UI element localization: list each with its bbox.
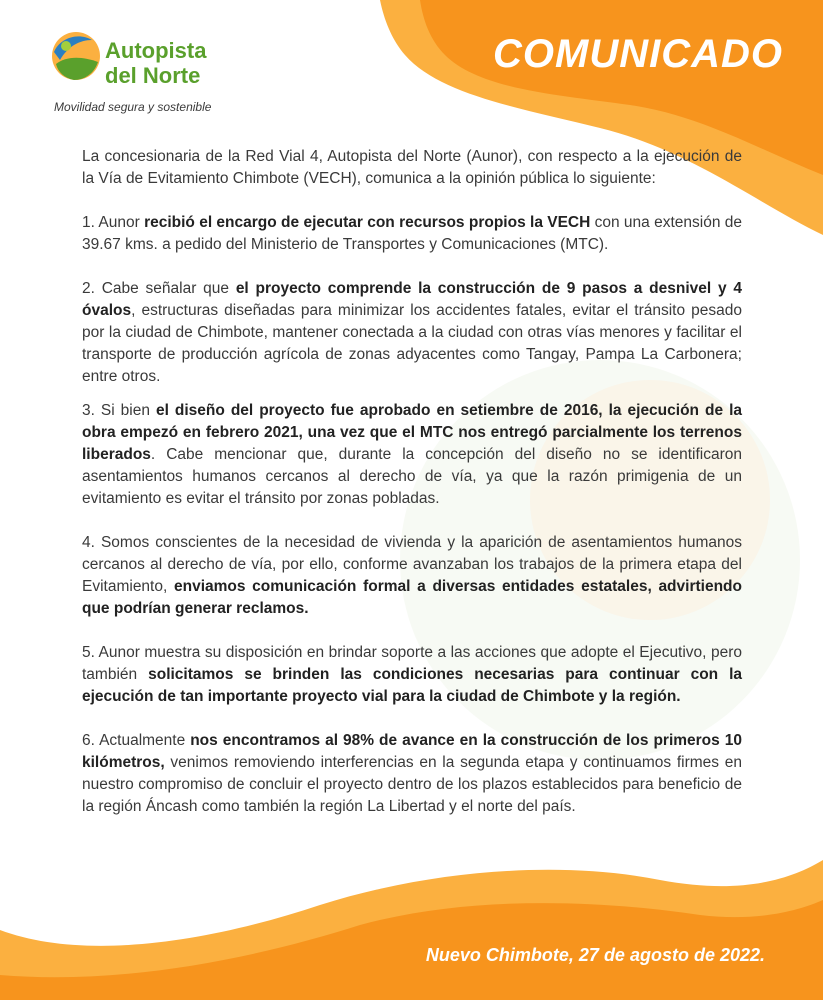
brand-name-line2: del Norte [105, 63, 201, 88]
intro-paragraph: La concesionaria de la Red Vial 4, Autopista del Norte (Aunor), con respecto a la ejecución de la Vía de Evitamiento Chimbote (VECH), comunica a la opinión pública lo siguiente: [82, 148, 742, 187]
point-2-text-end: , estructuras diseñadas para minimizar los accidentes fatales, evitar el tránsito pesado por la ciudad de Chimbote, mantener conectada a la ciudad con otras vías menores y facilitar el transporte de producción agrícola de zonas adyacentes como Tangay, Pampa La Carbonera; entre otros. [82, 302, 742, 385]
point-3 [82, 400, 742, 510]
point-3-text: 3. Si bien [82, 402, 156, 419]
point-1-bold: recibió el encargo de ejecutar con recursos propios la VECH [144, 214, 591, 231]
date-line: Nuevo Chimbote, 27 de agosto de 2022. [425, 945, 765, 965]
point-2-bold: el proyecto comprende la construcción de 9 pasos a desnivel y 4 óvalos [82, 280, 742, 319]
point-2 [82, 278, 742, 388]
brand-tagline: Movilidad segura y sostenible [54, 100, 212, 114]
point-3-bold: el diseño del proyecto fue aprobado en setiembre de 2016, la ejecución de la obra empezó en febrero 2021, una vez que el MTC nos entregó parcialmente los terrenos liberados [82, 402, 742, 463]
logo-icon [50, 30, 102, 82]
point-5-bold: solicitamos se brinden las condiciones necesarias para continuar con la ejecución de tan importante proyecto vial para la ciudad de Chimbote y la región. [82, 666, 743, 705]
point-6 [82, 730, 742, 818]
point-6-text-end: venimos removiendo interferencias en la segunda etapa y continuamos firmes en nuestro compromiso de concluir el proyecto dentro de los plazos establecidos para beneficio de la región Áncash como también la región La Libertad y el norte del país. [82, 754, 742, 815]
page-title: COMUNICADO [493, 32, 783, 76]
point-5 [82, 642, 742, 708]
point-1-text: 1. Aunor [82, 214, 145, 231]
point-6-bold: nos encontramos al 98% de avance en la construcción de los primeros 10 kilómetros, [82, 732, 743, 771]
statement-body [82, 146, 742, 840]
point-4-bold: enviamos comunicación formal a diversas entidades estatales, advirtiendo que podrían generar reclamos. [82, 578, 742, 617]
point-5-text: 5. Aunor muestra su disposición en brindar soporte a las acciones que adopte el Ejecutivo, pero también [82, 644, 742, 683]
point-4 [82, 532, 742, 620]
point-3-text-end: . Cabe mencionar que, durante la concepción del diseño no se identificaron asentamientos humanos cercanos al derecho de vía, ya que la razón primigenia de un evitamiento es evitar el tránsito por zonas pobladas. [82, 446, 742, 507]
point-1 [82, 212, 742, 256]
point-4-text: 4. Somos conscientes de la necesidad de vivienda y la aparición de asentamientos humanos cercanos al derecho de vía, por ello, conforme avanzaban los trabajos de la primera etapa del Evitamiento, [82, 534, 742, 595]
point-1-text-end: con una extensión de 39.67 kms. a pedido del Ministerio de Transportes y Comunicaciones (MTC). [82, 214, 743, 253]
point-2-text: 2. Cabe señalar que [82, 280, 236, 297]
point-6-text: 6. Actualmente [82, 732, 191, 749]
brand-name-line1: Autopista [105, 38, 207, 63]
brand-name [105, 38, 305, 88]
